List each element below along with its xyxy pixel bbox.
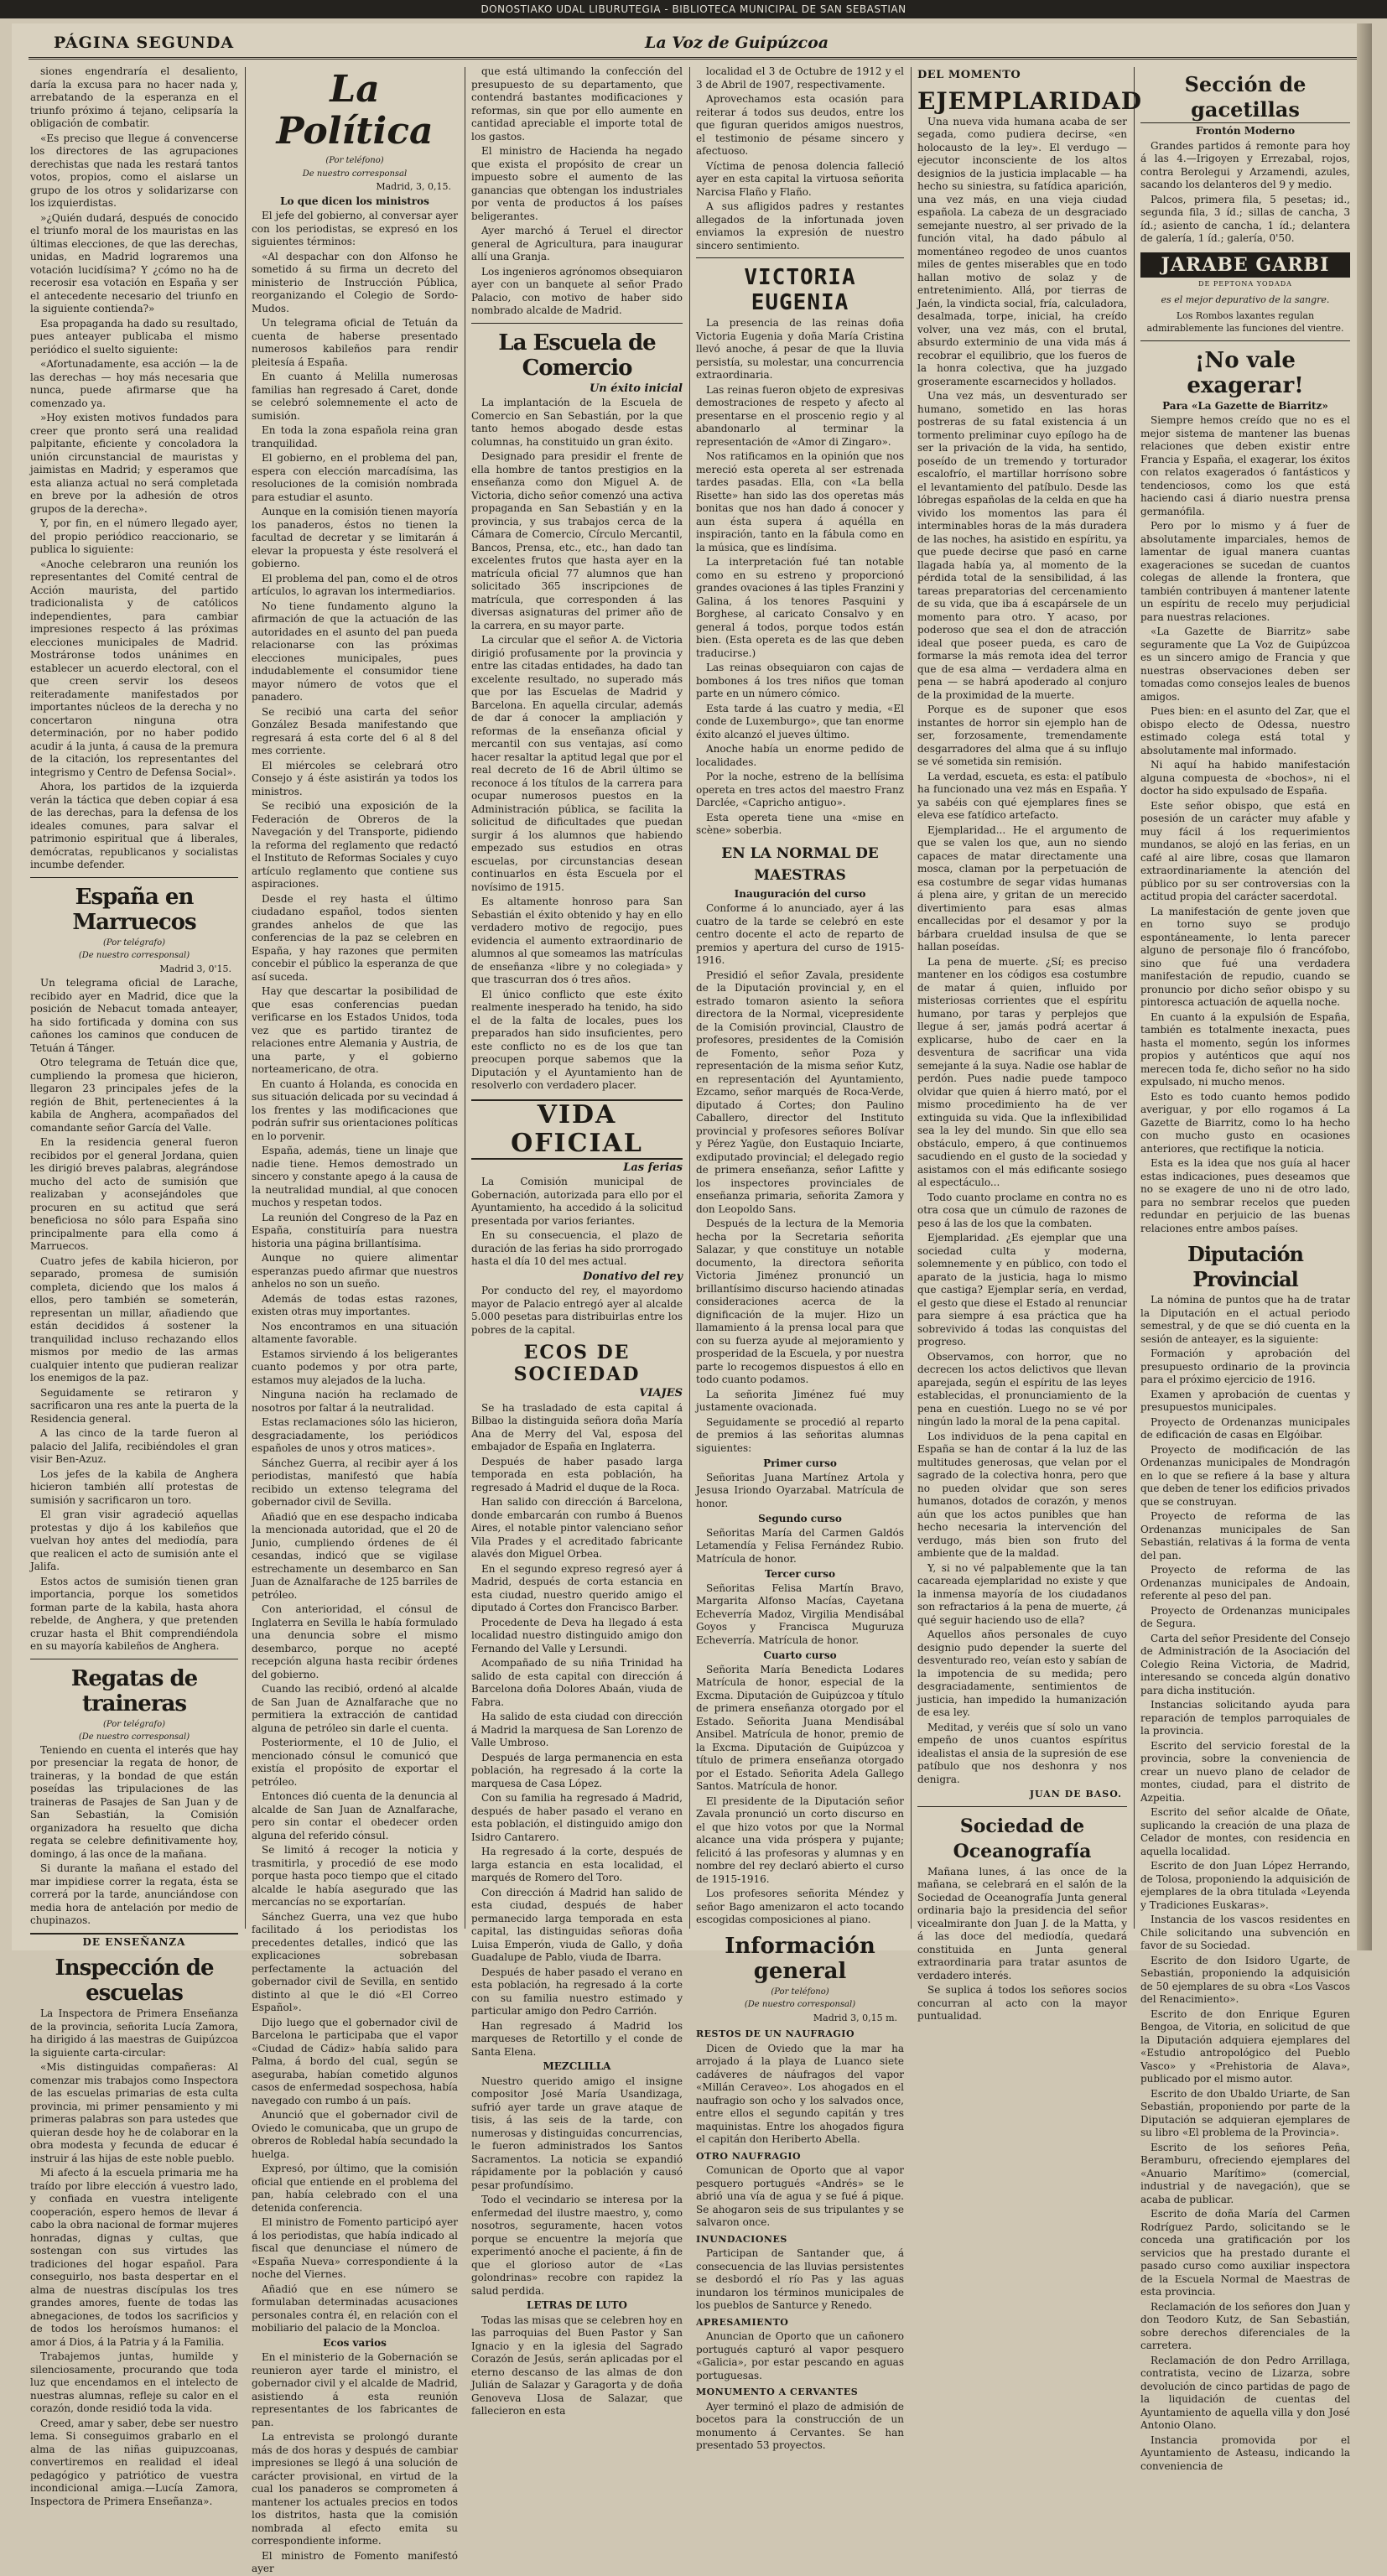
paragraph: Además de todas estas razones, existen otras muy importantes. bbox=[252, 1292, 458, 1317]
paragraph: La manifestación de gente joven que en torno suyo se produjo espontáneamente, lo lenta parecer alguno de personaje filo ó francófobo, sino que fué una verdadera manifestación de repudio, cuando se pronuncio por dicho señor obispo y su pintoresca actuación de aquella noche. bbox=[1140, 905, 1350, 1008]
paragraph: En toda la zona española reina gran tranquilidad. bbox=[252, 424, 458, 449]
paragraph: Escrito de doña María del Carmen Rodríguez Pardo, solicitando se le conceda una gratificación por los servicios que ha prestado durante el pasado curso como auxiliar inspectora de la Escuela Normal de Maestras de esta provincia. bbox=[1140, 2208, 1350, 2298]
paragraph: Escrito de don Enrique Eguren Bengoa, de Vitoria, en solicitud de que la Diputación adquiera ejemplares del «Estudio antropológico del Pueblo Vasco» y «Prehistoria de Alava», publicado por el mismo autor. bbox=[1140, 2007, 1350, 2085]
paragraph: Por conducto del rey, el mayordomo mayor de Palacio entregó ayer al alcalde 5.000 pesetas para distribuirlas entre los pobres de la capital. bbox=[471, 1285, 683, 1336]
headline-ecos-sociedad: ECOS DE SOCIEDAD bbox=[513, 1342, 641, 1385]
paragraph: A sus afligidos padres y restantes allegados de la infortunada joven enviamos la expresión de nuestro sincero sentimiento. bbox=[696, 200, 904, 252]
article-body-normal-closing bbox=[696, 1795, 904, 1927]
paragraph: Desde el rey hasta el último ciudadano español, todos sienten grandes anhelos de que las conferencias de la paz se celebren en España, y hay razones que permiten concebir el público la esperanza de que así suceda. bbox=[252, 892, 458, 983]
paragraph: La pena de muerte. ¿Sí; es preciso mantener en los códigos esa costumbre de matar á quien, influido por misteriosas corrientes que el espíritu humano, por taras y perplejos que llegue á ser, jamás podrá acertar á explicarse, hubo de caer en la desventura de sacrificar una vida semejante á la suya. Nadie ose hablar de perdón. Pues nadie puede tampoco olvidar que quien á hierro mató, por el mismo procedimiento ha de ver extinguida su vida. Que la inflexibilidad sea la ley del mundo. Sin que ello sea obstáculo, empero, á que continuemos sacudiendo en el gusto de la sociedad y asistamos con el más edificante sosiego al espectáculo... bbox=[917, 955, 1127, 1188]
paragraph: Proyecto de Ordenanzas municipales de edificación de casas en Elgóibar. bbox=[1140, 1415, 1350, 1441]
paragraph: El miércoles se celebrará otro Consejo y á éste asistirán ya todos los ministros. bbox=[252, 759, 458, 797]
subheadline-ecos-varios: Ecos varios bbox=[323, 2336, 387, 2349]
paragraph: Las reinas fueron objeto de expresivas demostraciones de respeto y afecto al presentarse en el proscenio regio y al abandonarlo al terminar la representación de «Amor di Zingaro». bbox=[696, 383, 904, 448]
paragraph: Después de haber pasado larga temporada en esta población, ha regresado á Madrid el duque de la Roca. bbox=[471, 1455, 683, 1493]
article-body-exagerar bbox=[1140, 414, 1350, 1235]
continued-article bbox=[696, 65, 904, 252]
paragraph: Después de larga permanencia en esta población, ha regresado á la corte la marquesa de Casa López. bbox=[471, 1751, 683, 1789]
paragraph: Estamos sirviendo á los beligerantes cuanto podemos y por otra parte, estamos muy alejados de la lucha. bbox=[252, 1348, 458, 1386]
article-body-normal bbox=[696, 902, 904, 1455]
item-text: Participan de Santander que, á consecuencia de las lluvias persistentes se desbordó el río Pas y las aguas inundaron los términos municipales de los pueblos de Santurce y Renedo. bbox=[696, 2247, 904, 2311]
paragraph: Una vez más, un desventurado ser humano, sometido en las horas postreras de su fatal existencia á un tormento preliminar cuyo epílogo ha de ser la privación de la vida, ha sentido, poseído de un tremendo y torturador escalofrío, el martillar horrísono sobre el levantamiento del patíbulo. Desde las lóbregas españolas de la celda en que ha vivido los momentos las para él interminables horas de la más duradera de las noches, ha asistido en espíritu, ya que puede decirse que pasó en carne llagada había ya, al momento de la pérdida total de la sensibilidad, á las tareas preparatorias del cercenamiento de su vida, que iba á escapársele de un momento para otro. Y acaso, por poderoso que sea el don de atracción ideal que poseer pueda, es caro de formarse la más remota idea del terror que de esa alma — verdadera alma en pena — se habrá apoderado al conjuro de la proximidad de la muerte. bbox=[917, 390, 1127, 701]
paragraph: Otro telegrama de Tetuán dice que, cumpliendo la promesa que hicieron, llegaron 23 principales jefes de la región de Bhit, pertenecientes á la kabila de Anghera, acompañados del comandante señor García del Valle. bbox=[30, 1057, 238, 1134]
paragraph: Todo el vecindario se interesa por la enfermedad del ilustre maestro, y, como nosotros, seguramente, hacen votos porque se encuentre la mejoría que experimentó anoche el paciente, á fin de que el glorioso autor de «Las golondrinas» recobre con rapidez la salud perdida. bbox=[471, 2194, 683, 2297]
dateline: Madrid 3, 0'15. bbox=[159, 963, 231, 974]
author-signature: JUAN DE BASO. bbox=[1029, 1789, 1122, 1800]
item-heading: Segundo curso bbox=[758, 1513, 842, 1524]
paragraph: Con dirección á Madrid han salido de esta ciudad, después de haber permanecido larga temporada en esta capital, las distinguidas señoras doña Luisa Emperón, viuda de Gallo, y doña Guadalupe de Pablo, viuda de Ibarra. bbox=[471, 1886, 683, 1963]
subheadline-ministros: Lo que dicen los ministros bbox=[280, 195, 429, 207]
paragraph: Esto es todo cuanto hemos podido averiguar, y por ello rogamos á La Gazette de Biarritz, como lo ha hecho con mucho gusto en ocasiones anteriores, que rectifique la noticia. bbox=[1140, 1090, 1350, 1155]
byline: (Por telégrafo) bbox=[102, 937, 166, 948]
page-header bbox=[29, 29, 1362, 60]
article-body-ejemplaridad bbox=[917, 116, 1127, 1787]
paragraph: Los individuos de la pena capital en España se han de contar á la luz de las multitudes generosas, que velan por el sagrado de la colectiva honra, pero que no pueden olvidar que son seres humanos, dotados de corazón, y menos aún que los actos punibles que han hecho necesaria la intervención del verdugo, más bien son fruto del ambiente que de la maldad. bbox=[917, 1430, 1127, 1559]
paragraph: La interpretación fué tan notable como en su estreno y proporcionó grandes ovaciones á las tiples Franzini y Galina, á los tenores Pasquini y Borghese, al caricato Consalvo y en general á todos, porque todos están bien. (Esta opereta es de las que deben traducirse.) bbox=[696, 556, 904, 659]
paragraph: Trabajemos juntas, humilde y silenciosamente, procurando que toda luz que encendamos en el intelecto de nuestras alumnas, refleje su calor en el corazón, donde residió toda la vida. bbox=[30, 2350, 238, 2414]
paragraph: El ministro de Hacienda ha negado que exista el propósito de crear un impuesto sobre el aumento de las ganancias que obtengan los industriales por venta de productos á los países beligerantes. bbox=[471, 145, 683, 222]
section-kicker-ensenanza: DE ENSEÑANZA bbox=[30, 1933, 238, 1950]
article-body-politica bbox=[252, 210, 458, 2335]
paragraph: Ninguna nación ha reclamado de nosotros por faltar á la neutralidad. bbox=[252, 1389, 458, 1414]
paragraph: Escrito del señor alcalde de Oñate, suplicando la creación de una plaza de Celador de montes, con residencia en aquella localidad. bbox=[1140, 1806, 1350, 1857]
paragraph: Una nueva vida humana acaba de ser segada, como pudiera decirse, «en holocausto de la ley». El verdugo — ejecutor inconsciente de los altos designios de la justicia implacable — ha hecho su siniestra, su fatídica aparición, una vez más, en una vieja ciudad española. La cabeza de un desgraciado semejante nuestro, al ser privado de la función vital, ha dado pábulo al momentáneo regodeo de unos cuantos miles de gentes miserables que en todo hallan motivo de solaz y de entretenimiento. Allá, por tierras de Jaén, la vindicta social, fría, calculadora, desalmada, torpe, inicial, ha creído volver, una vez más, con el brutal, absurdo exterminio de una vida más á recobrar el equilibrio, que los fueros de la honra colectiva, que ha juzgado groseramente escarnecidos y hollados. bbox=[917, 115, 1127, 387]
paragraph: Presidió el señor Zavala, presidente de la Diputación provincial y, en el estrado tomaron asiento la señora directora de la Normal, vicepresidente de la Comisión provincial, Claustro de profesores, presidentes de la Comisión de Fomento, señor Poza y representación de la misma señor Kutz, en representación del Ayuntamiento, Ezcamo, señor marqués de Roca-Verde, diputado á Cortes; don Paulino Caballero, director del Instituto provincial y profesores señores Bolívar y Pérez Yagüe, don Eustaquio Inciarte, exdiputado provincial; el delegado regio de primera enseñanza, señor Lafitte y los inspectores provinciales de enseñanza primaria, señorita Zamora y don Leopoldo Sans. bbox=[696, 969, 904, 1215]
article-body-ferias bbox=[471, 1176, 683, 1269]
paragraph: Este señor obispo, que está en posesión de un carácter muy afable y muy fácil á los requerimientos mundanos, se alojó en las ferias, en un café al aire libre, cosas que llamaron extraordinariamente la atención del público por su ser controversias con la actitud propia del carácter sacerdotal. bbox=[1140, 799, 1350, 902]
article-body-victoria bbox=[696, 317, 904, 838]
item-text: Señoritas Juana Martínez Artola y Jesusa Iriondo Oyarzabal. Matrícula de honor. bbox=[696, 1471, 904, 1509]
paragraph: España, además, tiene un linaje que nadie tiene. Hemos demostrado un sincero y constante apego á la causa de la neutralidad mundial, al que conocen muchos y respetan todos. bbox=[252, 1145, 458, 1208]
paragraph: Escrito de don Ubaldo Uriarte, de San Sebastián, proponiendo por parte de la Diputación se adquieran ejemplares de su libro «El problema de la Provincia». bbox=[1140, 2087, 1350, 2138]
paragraph: Ni aquí ha habido manifestación alguna compuesta de «bochos», ni el doctor ha sido expulsado de España. bbox=[1140, 759, 1350, 797]
paragraph: Si durante la mañana el estado del mar impidiese correr la regata, ésta se correrá por la tarde, anunciándose con media hora de antelación por medio de chupinazos. bbox=[30, 1862, 238, 1926]
paragraph: Los profesores señorita Méndez y señor Bago amenizaron el acto tocando escogidas composiciones al piano. bbox=[696, 1888, 904, 1925]
item-heading: Cuarto curso bbox=[763, 1649, 837, 1661]
paragraph: En el ministerio de la Gobernación se reunieron ayer tarde el ministro, el gobernador civil y el alcalde de Madrid, asistiendo á esta reunión representantes de los fabricantes de pan. bbox=[252, 2351, 458, 2428]
article-body-diputacion bbox=[1140, 1294, 1350, 2473]
item-heading: RESTOS DE UN NAUFRAGIO bbox=[696, 2028, 855, 2039]
paragraph: Escrito de los señores Peña, Beramburu, ofreciendo ejemplares del «Anuario Marítimo» (comercial, industrial y de navegación), que se acaba de publicar. bbox=[1140, 2141, 1350, 2205]
article-body-fronton bbox=[1140, 140, 1350, 246]
paragraph: que está ultimando la confección del presupuesto de su departamento, que contendrá bastantes modificaciones y reformas, sin que por ello aumente en cantidad apreciable el importe total de los gastos. bbox=[471, 65, 683, 143]
byline-correspondent: (De nuestro corresponsal) bbox=[78, 951, 190, 960]
headline-victoria-eugenia: VICTORIA EUGENIA bbox=[744, 265, 856, 315]
divider bbox=[30, 877, 238, 878]
subheadline-exito: Un éxito inicial bbox=[589, 382, 683, 395]
paragraph: Después de haber pasado el verano en esta población, ha regresado á la corte con su familia nuestro estimado y particular amigo don Pedro Carrión. bbox=[471, 1966, 683, 2017]
subheadline-viajes: VIAJES bbox=[639, 1387, 683, 1400]
paragraph: Añadió que en ese despacho indicaba la mencionada autoridad, que el 20 de Junio, cumpliendo órdenes de él cesandas, indicó que se vigilase estrechamente un desembarco en San Juan de Aznalfarache de 125 barriles de petróleo. bbox=[252, 1510, 458, 1601]
paragraph: Palcos, primera fila, 5 pesetas; id., segunda fila, 3 íd.; sillas de cancha, 3 íd.; asiento de cancha, 1 íd.; delantera de galería, 1 íd.; galería, 0'50. bbox=[1140, 193, 1350, 244]
paragraph: Proyecto de reforma de las Ordenanzas municipales de Andoain, referente al peso del pan. bbox=[1140, 1564, 1350, 1602]
paragraph: Seguidamente se procedió al reparto de premios á las señoritas alumnas siguientes: bbox=[696, 1415, 904, 1454]
paragraph: Un telegrama oficial de Tetuán da cuenta de haberse presentado numerosos kabileños para rendir pleitesía á España. bbox=[252, 317, 458, 368]
paragraph: Estos actos de sumisión tienen gran importancia, porque los sometidos forman parte de la kabila, hasta ahora rebelde, de Anghera, y que pretenden cruzar hasta el Bhit comprendiéndola en su mayoría kabileños de Anghera. bbox=[30, 1575, 238, 1652]
paragraph: El problema del pan, como el de otros artículos, lo agravan los intermediarios. bbox=[252, 572, 458, 597]
headline-ejemplaridad: EJEMPLARIDAD bbox=[917, 86, 1143, 115]
paragraph: La reunión del Congreso de la Paz en España, constituiría para nuestra historia una página brillantísima. bbox=[252, 1211, 458, 1249]
news-items bbox=[696, 2028, 904, 2453]
paragraph: Ahora, los partidos de la izquierda verán la táctica que deben copiar á esa de las derechas, para la defensa de los ideales comunes, para salvar el patrimonio espiritual que á liberales, demócratas, republicanos y socialistas incumbe defender. bbox=[30, 781, 238, 870]
paragraph: Un telegrama oficial de Larache, recibido ayer en Madrid, dice que la posición de Nebacut tomada anteayer, ha sido fortificada y domina con sus cañones los caminos que conducen de Tetuán á Tánger. bbox=[30, 977, 238, 1054]
paragraph: Pero por lo mismo y á fuer de absolutamente imparciales, hemos de lamentar de igual manera cuantas exageraciones se sucedan de cuantos colegas de allende la frontera, que también contribuyen á mantener latente un espíritu de recelo muy perjudicial para nuestras relaciones. bbox=[1140, 520, 1350, 623]
paragraph: Escrito del servicio forestal de la provincia, sobre la conveniencia de crear un nuevo plano de celador de montes, ciudad, para el distrito de Azpeitia. bbox=[1140, 1739, 1350, 1804]
article-body-luto bbox=[471, 2314, 683, 2418]
paragraph: Porque es de suponer que esos instantes de horror sin ejemplo han de ser, forzosamente, tremendamente desgarradores del alma que á su influjo se vé sometida sin remisión. bbox=[917, 704, 1127, 767]
subheadline-gazette: Para «La Gazette de Biarritz» bbox=[1162, 399, 1328, 412]
column-rule bbox=[245, 67, 246, 1929]
paragraph: Las reinas obsequiaron con cajas de bombones á los tres niños que toman parte en un número cómico. bbox=[696, 662, 904, 699]
article-body-regatas bbox=[30, 1744, 238, 1928]
item-text: Señoritas María del Carmen Galdós Letamendía y Felisa Fernández Rubio. Matrícula de honor. bbox=[696, 1526, 904, 1565]
item-text: Dicen de Oviedo que la mar ha arrojado á la playa de Luanco siete cadáveres de náufragos del vapor «Millán Ceraveo». Los ahogados en el naufragio son ocho y los salvados once, entre ellos el segundo capitán y tres maquinistas. Entre los ahogados figura el capitán don Heriberto Abella. bbox=[696, 2042, 904, 2145]
paragraph: El único conflicto que este éxito realmente inesperado ha tenido, ha sido el de la falta de locales, pues los preparados han sido insuficientes, pero este conflicto no es de los que tan preocupen porque sabemos que la Diputación y el Ayuntamiento han de resolverlo con verdadero placer. bbox=[471, 988, 683, 1091]
paragraph: Estas reclamaciones sólo las hicieron, desgraciadamente, los periódicos españoles de unos y otros matices». bbox=[252, 1416, 458, 1454]
paragraph: Anoche había un enorme pedido de localidades. bbox=[696, 743, 904, 768]
paragraph: Proyecto de modificación de las Ordenanzas municipales de Mondragón en lo que se refiere á la base y altura que deben de tener los edificios privados que se construyan. bbox=[1140, 1443, 1351, 1508]
paragraph: Se ha trasladado de esta capital á Bilbao la distinguida señora doña María Ana de Merry del Val, esposa del embajador de España en Inglaterra. bbox=[471, 1401, 683, 1452]
paragraph: Y, si no vé palpablemente que la tan cacareada ejemplaridad no existe y que la inmensa mayoría de los ciudadanos son refractarios á la pena de muerte, ¿á qué seguir haciendo uso de ella? bbox=[917, 1561, 1127, 1626]
paragraph: «Al despachar con don Alfonso he sometido á su firma un decreto del ministerio de Instrucción Pública, reorganizando el Colegio de Sordo-Mudos. bbox=[252, 250, 458, 314]
page-label: PÁGINA SEGUNDA bbox=[54, 34, 235, 52]
paragraph: Aunque en la comisión tienen mayoría los panaderos, éstos no tienen la facultad de decretar y se limitarán á elevar la propuesta y éste resolverá el gobierno. bbox=[252, 506, 458, 569]
paragraph: Sánchez Guerra, una vez que hubo facilitado á los periodistas los precedentes detalles, indicó que las explicaciones sobrebasan perfectamente la actuación del gobernador civil de Sevilla, en sentido distinto al que le dió «El Correo Español». bbox=[252, 1910, 458, 2013]
section-kicker-momento: DEL MOMENTO bbox=[917, 69, 1021, 81]
paragraph: Ha salido de esta ciudad con dirección á Madrid la marquesa de San Lorenzo de Valle Umbroso. bbox=[471, 1711, 683, 1748]
paragraph: La presencia de las reinas doña Victoria Eugenia y doña María Cristina llevó anoche, á pesar de que la lluvia persistía, su molestar, una concurrencia extraordinaria. bbox=[696, 317, 904, 381]
paragraph: Todas las misas que se celebren hoy en las parroquias del Buen Pastor y San Ignacio y en la iglesia del Sagrado Corazón de Jesús, serán aplicadas por el eterno descanso de las almas de don Julián de Salazar y Garagorta y de doña Genoveva Llosa de Salazar, que fallecieron en esta bbox=[471, 2314, 683, 2417]
ad-subtitle: DE PEPTONA YODADA bbox=[1198, 279, 1292, 288]
paragraph: Procedente de Deva ha llegado á esta localidad nuestro distinguido amigo don Fernando del Valle y Lersundi. bbox=[471, 1616, 683, 1654]
paragraph: La verdad, escueta, es esta: el patíbulo ha funcionado una vez más en España. Y ya sabéis con qué ejemplares fines se eleva ese fatídico artefacto. bbox=[917, 770, 1128, 821]
prize-list bbox=[696, 1457, 904, 1794]
paragraph: Meditad, y veréis que sí solo un vano empeño de unos cuantos espíritus idealistas el ansia de la supresión de ese patíbulo que nos deshonra y nos denigra. bbox=[917, 1721, 1127, 1785]
paragraph: Nuestro querido amigo el insigne compositor José María Usandizaga, sufrió ayer tarde un grave ataque de tisis, á las seis de la tarde, con numerosas y distinguidas concurrencias, le fueron administrados los Santos Sacramentos. La noticia se expandió rápidamente por la población y causó pesar profundísimo. bbox=[471, 2075, 683, 2191]
paragraph: Seguidamente se retiraron y sacrificaron una res ante la puerta de la Residencia general. bbox=[30, 1386, 238, 1425]
paragraph: Cuatro jefes de kabila hicieron, por separado, promesa de sumisión completa, diciendo que los malos á ellos, pero también se someterán, representan un millar, añadiendo que están decididos á sostener la tranquilidad incluso rechazando ellos mismos por medio de las armas cualquier intento que pudieran realizar los enemigos de la paz. bbox=[30, 1254, 238, 1384]
headline-no-vale-exagerar: ¡No vale exagerar! bbox=[1187, 347, 1304, 398]
paragraph: Los ingenieros agrónomos obsequiaron ayer con un banquete al señor Prado Palacio, con motivo de haber sido nombrado alcalde de Madrid. bbox=[471, 265, 683, 316]
item-text: Anuncian de Oporto que un cañonero portugués capturó al vapor pesquero «Galicia», por estar pescando en aguas portuguesas. bbox=[696, 2330, 904, 2381]
article-body-ecos-varios bbox=[252, 2351, 458, 2576]
paragraph: Añadió que en ese número se formulaban determinadas acusaciones personales contra él, en relación con el mobiliario del palacio de la Moncloa. bbox=[252, 2283, 458, 2334]
article-body-marruecos bbox=[30, 977, 238, 1654]
column-1 bbox=[30, 65, 238, 2507]
subheadline-fronton: Frontón Moderno bbox=[1195, 125, 1296, 137]
paragraph: En la residencia general fueron recibidos por el general Jordana, quien les dirigió breves palabras, alegrándose mucho del acto de sumisión que realizaban y aconsejándoles que procuren en su actitud que será beneficiosa no sólo para España sino principalmente para ella como á Marruecos. bbox=[30, 1136, 238, 1252]
subheadline-donativo: Donativo del rey bbox=[582, 1270, 683, 1283]
paragraph: Han regresado á Madrid los marqueses de Retortillo y el conde de Santa Elena. bbox=[471, 2019, 683, 2058]
paragraph: »¿Quién dudará, después de conocido el triunfo moral de los mauristas en las últimas elecciones, de que las derechas, unidas, en Madrid lograremos una votación lucidísima? Y ¿cómo no ha de recerosir esa votación en España y ser el antecedente necesario del triunfo en la siguiente contienda?» bbox=[30, 211, 238, 314]
page-edge-shadow bbox=[1357, 23, 1372, 1950]
article-body-oceanografia bbox=[917, 1866, 1127, 2023]
subheadline-inauguracion: Inauguración del curso bbox=[734, 887, 866, 900]
paragraph: Mi afecto á la escuela primaria me ha traído por libre elección á vuestro lado, y confiada en vuestra inteligente cooperación, espero hemos de llevar á cabo la obra nacional de formar mujeres honradas, dignas y cultas, que sostengan con sus virtudes las tradiciones del hogar español. Para conseguirlo, nos basta despertar en el alma de nuestras discípulas los tres grandes amores, fuente de todas las abnegaciones, de todos los sacrificios y de todos los heroísmos humanos: el amor á Dios, á la Patria y á la Familia. bbox=[30, 2167, 238, 2348]
paragraph: Anunció que el gobernador civil de Oviedo le comunicaba, que un grupo de obreros de Robledal había secundado la huelga. bbox=[252, 2109, 458, 2160]
paragraph: siones engendraría el desaliento, daría la excusa para no hacer nada y, arrebatando de la esperanza en el triunfo próximo á tejano, celipsaría la obligación de combatir. bbox=[30, 65, 238, 129]
paragraph: El ministro de Fomento participó ayer á los periodistas, que había indicado al fiscal que denunciase el número de «España Nueva» correspondiente á la noche del Viernes. bbox=[252, 2216, 458, 2280]
paragraph: No tiene fundamento alguno la afirmación de que la actuación de las autoridades en el asunto del pan pueda relacionarse con las próximas elecciones municipales, pues indudablemente el consumidor tiene mayor número de votos que el panadero. bbox=[252, 600, 458, 703]
paragraph: Formación y aprobación del presupuesto ordinario de la provincia para el próximo ejercicio de 1916. bbox=[1140, 1348, 1350, 1385]
paragraph: Instancias solicitando ayuda para reparación de templos parroquiales de la provincia. bbox=[1140, 1699, 1350, 1737]
item-heading: INUNDACIONES bbox=[696, 2233, 787, 2245]
paragraph: Esa propaganda ha dado su resultado, pues anteayer publicaba el mismo periódico el suelto siguiente: bbox=[30, 317, 238, 356]
paragraph: Posteriormente, el 10 de Julio, el mencionado cónsul le comunicó que existía el propósito de exportar el petróleo. bbox=[252, 1737, 458, 1788]
ad-rombos: Los Rombos laxantes regulan admirablemente las funciones del vientre. bbox=[1146, 309, 1344, 334]
paragraph: Los jefes de la kabila de Anghera hicieron también allí protestas de sumisión y sacrificaron un toro. bbox=[30, 1467, 238, 1506]
item-heading: MONUMENTO A CERVANTES bbox=[696, 2386, 859, 2397]
item-text: Señorita María Benedicta Lodares Matrícula de honor, especial de la Excma. Diputación de Guipúzcoa y título de primera enseñanza otorgado por el Estado. Señorita Juana Mendisábal Ansibel. Matrícula de honor, premio de la Excma. Diputación de Guipúzcoa y título de primera enseñanza otorgado por el Estado. Señorita Adela Gallego Santos. Matrícula de honor. bbox=[696, 1663, 904, 1792]
byline-correspondent: (De nuestro corresponsal) bbox=[78, 1732, 190, 1742]
column-5 bbox=[917, 65, 1143, 2022]
paragraph: La nómina de puntos que ha de tratar la Diputación en el actual periodo semestral, y de que se dió cuenta en la sesión de anteayer, es la siguiente: bbox=[1140, 1294, 1350, 1345]
paragraph: Grandes partidos á remonte para hoy á las 4.—Irigoyen y Errezabal, rojos, contra Berolegui y Arzamendi, azules, sacando los delanteros del 9 y medio. bbox=[1140, 139, 1350, 190]
article-body-comercio bbox=[471, 397, 683, 1093]
paragraph: Por la noche, estreno de la bellísima opereta en tres actos del maestro Franz Darclée, «Capricho antiguo». bbox=[696, 771, 904, 808]
article-body-mezclilla bbox=[471, 2075, 683, 2298]
paragraph: El ministro de Fomento manifestó ayer bbox=[252, 2549, 458, 2574]
headline-gacetillas: Sección de gacetillas bbox=[1140, 72, 1350, 123]
paragraph: En cuanto á la expulsión de España, también es totalmente inexacta, pues hasta el momento, según los informes propios y auténticos que aquí nos merecen toda fe, dicho señor no ha sido expulsado, ni mucho menos. bbox=[1140, 1010, 1350, 1088]
paragraph: Han salido con dirección á Barcelona, donde embarcarán con rumbo á Buenos Aires, el notable pintor valenciano señor Vila Prades y el acreditado fabricante alavés don Miguel Orbea. bbox=[471, 1496, 683, 1560]
article-body-escuelas bbox=[30, 2007, 238, 2508]
headline-marruecos: España en Marruecos bbox=[72, 884, 196, 935]
paragraph: Y, por fin, en el número llegado ayer, del propio periódico reaccionario, se publica lo siguiente: bbox=[30, 517, 238, 555]
paragraph: «Anoche celebraron una reunión los representantes del Comité central de Acción maurista, del partido tradicionalista y de católicos independientes, para cambiar impresiones respecto á las próximas elecciones municipales de Madrid. Mostráronse todos unánimes en establecer un acuerdo electoral, con el que creen servir los deseos reiteradamente manifestados por importantes núcleos de la derecha y no concertaron ninguna otra determinación, por no haber podido acudir á la junta, á causa de la premura de la citación, los representantes del integrismo y Centro de Defensa Social». bbox=[30, 558, 238, 778]
paragraph: Aprovechamos esta ocasión para reiterar á todos sus deudos, entre los que figuran queridos amigos nuestros, el testimonio de pésame sincero y afectuoso. bbox=[696, 93, 904, 157]
paragraph: Con anterioridad, el cónsul de Inglaterra en Sevilla le había formulado una denuncia sobre el mismo desembarco, porque no acepté recepción alguna hasta recibir órdenes del gobierno. bbox=[252, 1603, 458, 1680]
paragraph: En su consecuencia, el plazo de duración de las ferias ha sido prorrogado hasta el día 10 del mes actual. bbox=[471, 1229, 683, 1267]
paragraph: Ayer marchó á Teruel el director general de Agricultura, para inaugurar allí una Granja. bbox=[471, 225, 683, 262]
column-rule bbox=[1134, 67, 1135, 1929]
paragraph: »Hoy existen motivos fundados para creer que pronto será una realidad palpitante, eficiente y concoladora la unión circunstancial de mauristas y jaimistas en Madrid; y esperamos que esta alianza actual no será completada en breve por la adhesión de otros grupos de la derecha». bbox=[30, 412, 238, 515]
paragraph: Se limitó á recoger la noticia y trasmitirla, y procedió de ese modo porque hasta poco tiempo que el citado alcalde le había asegurado que las mercancías no se exportarían. bbox=[252, 1844, 458, 1908]
paragraph: Escrito de don Juan López Herrando, de Tolosa, proponiendo la adquisición de ejemplares de la obra titulada «Leyenda y Tradiciones Euskaras». bbox=[1140, 1860, 1350, 1911]
paragraph: La entrevista se prolongó durante más de dos horas y después de cambiar impresiones se llegó á una solución de carácter provisional, en virtud de la cual los panaderos se comprometen á mantener los actuales precios en todos los distritos, hasta que la comisión nombrada al efecto emita su correspondiente informe. bbox=[252, 2431, 458, 2547]
headline-oceanografia: Sociedad de Oceanografía bbox=[953, 1815, 1092, 1862]
paragraph: Ha regresado á la corte, después de larga estancia en esta localidad, el marqués de Romero del Toro. bbox=[471, 1846, 683, 1883]
headline-vida-oficial: VIDA OFICIAL bbox=[471, 1099, 683, 1160]
column-6 bbox=[1140, 65, 1351, 2472]
continued-article bbox=[471, 65, 683, 318]
paragraph: Designado para presidir el frente de ella hombre de tantos prestigios en la enseñanza como don Miguel A. de Victoria, dicho señor comenzó una activa propaganda en San Sebastián y en la provincia, y sus trabajos cerca de la Cámara de Comercio, Círculo Mercantil, Bancos, Prensa, etc., etc., han dado tan excelentes frutos que hasta ayer en la matrícula oficial 77 alumnos que han solicitado 365 inscripciones de matrícula, que corresponden á las diversas asignaturas del primer año de la carrera, en su mayor parte. bbox=[471, 450, 683, 631]
paragraph: Aunque no quiere alimentar esperanzas puedo afirmar que nuestros anhelos no son un sueño. bbox=[252, 1252, 458, 1290]
item-heading: Tercer curso bbox=[764, 1568, 836, 1580]
paragraph: La circular que el señor A. de Victoria dirigió profusamente por la provincia y entre las citadas entidades, ha dado tan excelente resultado, no superado más que por las Escuelas de Madrid y Barcelona. En aquella circular, además de dar á conocer la ampliación y reformas de la enseñanza oficial y mercantil con sus ventajas, así como hacer resaltar la aptitud legal que por el real decreto de 16 de Abril último se reconoce á los títulos de la carrera para ocupar numerosos puestos en la Administración pública, se facilita la solicitud de dificultades que puedan surgir á los alumnos que habiendo empezado sus estudios en otras escuelas, por circunstancias desean continuarlos en ésta Escuela por el novísimo de 1915. bbox=[471, 634, 683, 893]
paragraph: La Inspectora de Primera Enseñanza de la provincia, señorita Lucía Zamora, ha dirigido á las maestras de Guipúzcoa la siguiente carta-circular: bbox=[30, 2007, 238, 2059]
paragraph: Reclamación de los señores don Juan y don Teodoro Kutz, de San Sebastián, sobre derechos diferenciales de la carretera. bbox=[1140, 2300, 1350, 2351]
paragraph: Pues bien: en el asunto del Zar, que el obispo electo de Odessa, nuestro estimado colega está total y absolutamente mal informado. bbox=[1140, 705, 1350, 756]
item-heading: OTRO NAUFRAGIO bbox=[696, 2150, 802, 2162]
paragraph: En cuanto á Holanda, es conocida en sus situación delicada por su vecindad á los frentes y las modificaciones que podrán sufrir sus orientaciones políticas en lo porvenir. bbox=[252, 1078, 458, 1142]
byline: (Por telégrafo) bbox=[102, 1719, 166, 1729]
paragraph: Proyecto de reforma de las Ordenanzas municipales de San Sebastián, relativas á la forma de venta del pan. bbox=[1140, 1510, 1350, 1561]
dateline: Madrid, 3, 0,15. bbox=[376, 181, 451, 192]
column-rule bbox=[911, 67, 912, 1929]
divider bbox=[471, 323, 683, 324]
intro-article bbox=[30, 65, 238, 872]
article-body-donativo bbox=[471, 1285, 683, 1337]
paragraph: Es altamente honroso para San Sebastián el éxito obtenido y hay en ello verdadero motivo de regocijo, pues evidencia el aumento extraordinario de alumnos al que someamos las matrículas de enseñanza «libre y no colegiada» y que trascurran dos ó tres años. bbox=[471, 896, 683, 985]
paragraph: Proyecto de Ordenanzas municipales de Segura. bbox=[1140, 1604, 1350, 1629]
subheadline-ferias: Las ferias bbox=[623, 1161, 683, 1174]
dateline: Madrid 3, 0,15 m. bbox=[813, 2012, 897, 2023]
byline-correspondent: De nuestro corresponsal bbox=[302, 169, 408, 179]
headline-normal-maestras: EN LA NORMAL DE MAESTRAS bbox=[721, 844, 879, 884]
paragraph: Acompañado de su niña Trinidad ha salido de esta capital con dirección á Barcelona doña Dolores Abaán, viuda de Fabra. bbox=[471, 1657, 683, 1708]
headline-informacion-general: Información general bbox=[725, 1933, 875, 1984]
paragraph: Se recibió una exposición de la Federación de Obreros de la Navegación y del Transporte, pidiendo la reforma del reglamento que redactó el Instituto de Reformas Sociales y cuyo artículo reglamento que contiene sus aspiraciones. bbox=[252, 800, 458, 890]
paragraph: Expresó, por último, que la comisión oficial que entiende en el problema del pan, había celebrado con el una detenida conferencia. bbox=[252, 2163, 458, 2214]
paragraph: Entonces dió cuenta de la denuncia al alcalde de San Juan de Aznalfarache, pero sin contar el obedecer orden alguna del referido cónsul. bbox=[252, 1790, 458, 1841]
paragraph: «La Gazette de Biarritz» sabe seguramente que La Voz de Guipúzcoa es un sincero amigo de Francia y que nuestras observaciones deben ser tomadas como consejos leales de buenos amigos. bbox=[1140, 626, 1350, 703]
item-heading: Primer curso bbox=[763, 1457, 837, 1469]
paragraph: Todo cuanto proclame en contra no es otra cosa que un cúmulo de razones de peso á las de los que la combaten. bbox=[917, 1191, 1127, 1229]
item-text: Ayer terminó el plazo de admisión de bocetos para la construcción de un monumento á Cervantes. Se han presentado 53 proyectos. bbox=[696, 2400, 904, 2451]
column-2 bbox=[252, 65, 458, 2574]
paragraph: Víctima de penosa dolencia falleció ayer en esta capital la virtuosa señorita Narcisa Flaño y Flaño. bbox=[696, 159, 904, 198]
paragraph: Examen y aprobación de cuentas y presupuestos municipales. bbox=[1140, 1388, 1350, 1413]
item-text: Comunican de Oporto que al vapor pesquero portugués «Andrés» se le abrió una vía de agua y se fué á pique. Se ahogaron seis de sus tripulantes y se salvaron once. bbox=[696, 2164, 904, 2228]
paragraph: Instancia de los vascos residentes en Chile solicitando una subvención en favor de su Sociedad. bbox=[1140, 1914, 1350, 1951]
paragraph: En el segundo expreso regresó ayer á Madrid, después de corta estancia en esta ciudad, nuestro querido amigo el diputado á Cortes don Francisco Barber. bbox=[471, 1562, 683, 1613]
headline-regatas: Regatas de traineras bbox=[70, 1665, 198, 1716]
paragraph: Sánchez Guerra, al recibir ayer á los periodistas, manifestó que había recibido un extenso telegrama del gobernador civil de Sevilla. bbox=[252, 1457, 458, 1508]
paragraph: La implantación de la Escuela de Comercio en San Sebastián, por la que tanto hemos abogado desde estas columnas, ha constituido un gran éxito. bbox=[471, 397, 683, 448]
paragraph: Esta opereta tiene una «mise en scène» soberbia. bbox=[696, 811, 904, 836]
paragraph: Después de la lectura de la Memoria hecha por la Secretaria señorita Salazar, y que constituye un notable documento, la directora señorita Victoria Jiménez pronunció un brillantísimo discurso haciendo atinadas consideraciones acerca de la dignificación de la mujer. Hizo un llamamiento á la prensa local para que con su fuerza ayude al mejoramiento y prosperidad de la Escuela, y por nuestra parte lo recogemos dispuestos á ello en todo cuanto podamos. bbox=[696, 1218, 904, 1385]
paragraph: Escrito de don Isidoro Ugarte, de Sebastián, proponiendo la adquisición de 50 ejemplares de su obra «Los Vascos del Renacimiento». bbox=[1140, 1954, 1350, 2005]
paragraph: Reclamación de don Pedro Arrillaga, contratista, vecino de Lizarza, sobre devolución de cinco partidas de pago de la liquidación de cuentas del Ayuntamiento de aquella villa y don José Antonio Olano. bbox=[1140, 2354, 1350, 2431]
item-text: Señoritas Felisa Martín Bravo, Margarita Alfonso Macías, Cayetana Echeverría Madoz, Virgilia Mendisábal Goyos y Francisca Muguruza Echeverría. Matrícula de honor. bbox=[696, 1581, 904, 1646]
divider bbox=[1140, 340, 1350, 341]
divider bbox=[917, 1806, 1127, 1807]
paragraph: Con su familia ha regresado á Madrid, después de haber pasado el verano en esta población, el distinguido amigo don Isidro Cantarero. bbox=[471, 1792, 683, 1843]
paragraph: A las cinco de la tarde fueron al palacio del Jalifa, recibiéndoles el gran visir Ben-Azuz. bbox=[30, 1427, 238, 1465]
headline-escuela-comercio: La Escuela de Comercio bbox=[498, 330, 656, 381]
paragraph: La señorita Jiménez fué muy justamente ovacionada. bbox=[696, 1388, 904, 1413]
column-4 bbox=[696, 65, 904, 2451]
column-3 bbox=[471, 65, 683, 2417]
item-heading: APRESAMIENTO bbox=[696, 2316, 789, 2328]
paragraph: Creed, amar y saber, debe ser nuestro lema. Si conseguimos grabarlo en el alma de las niñas guipuzcoanas, convertiremos en realidad el ideal pedagógico y patriótico de vuestra incondicional amiga.—Lucía Zamora, Inspectora de Primera Enseñanza». bbox=[30, 2417, 238, 2507]
paragraph: La Comisión municipal de Gobernación, autorizada para ello por el Ayuntamiento, ha accedido á la solicitud presentada por varios feriantes. bbox=[471, 1176, 683, 1227]
paragraph: «Es preciso que llegue á convencerse los directores de las agrupaciones derechistas que nada les restará tantos votos, propios, como el aislarse un grupo de los otros y solidarizarse con los izquierdistas. bbox=[30, 132, 238, 209]
column-rule bbox=[689, 67, 690, 1929]
paragraph: El gobierno, en el problema del pan, espera con elección marcadísima, las resoluciones de la comisión nombrada para estudiar el asunto. bbox=[252, 452, 458, 503]
paragraph: localidad el 3 de Octubre de 1912 y el 3 de Abril de 1907, respectivamente. bbox=[696, 65, 904, 91]
archive-watermark: DONOSTIAKO UDAL LIBURUTEGIA - BIBLIOTECA MUNICIPAL DE SAN SEBASTIAN bbox=[0, 0, 1387, 18]
masthead: La Voz de Guipúzcoa bbox=[645, 34, 829, 52]
ad-jarabe-garbi: JARABE GARBI bbox=[1140, 252, 1350, 278]
ad-tagline: es el mejor depurativo de la sangre. bbox=[1161, 294, 1330, 305]
headline-escuelas: Inspección de escuelas bbox=[55, 1955, 214, 2006]
paragraph: Ejemplaridad... He el argumento de que se valen los que, aun no siendo capaces de matar directamente una mosca, claman por la perpetuación de esa costumbre de segar vidas humanas á plena aire, y gritan de un merecido divertimiento para esas almas encallecidas por el desamor y por la bárbara crueldad insulsa de que se hallan poseídas. bbox=[917, 823, 1127, 953]
paragraph: El jefe del gobierno, al conversar ayer con los periodistas, se expresó en los siguientes términos: bbox=[252, 210, 458, 247]
paragraph: Se suplica á todos los señores socios concurran al acto con la mayor puntualidad. bbox=[917, 1984, 1127, 2022]
paragraph: Teniendo en cuenta el interés que hay por presenciar la regata de honor, de traineras, y la bondad de que están poseídas las tripulaciones de las traineras de Pasajes de San Juan y de San Sebastián, la Comisión organizadora ha resuelto que dicha regata se celebre definitivamente hoy, domingo, á las once de la mañana. bbox=[30, 1743, 238, 1860]
paragraph: Siempre hemos creído que no es el mejor sistema de mantener las buenas relaciones que deben existir entre Francia y España, el exagerar, los éxitos con relatos exagerados ó fantásticos y tendenciosos, como los que está haciendo casi á diario nuestra prensa germanófila. bbox=[1140, 414, 1350, 517]
headline-letras-luto: LETRAS DE LUTO bbox=[527, 2299, 627, 2311]
byline: (Por teléfono) bbox=[325, 156, 384, 165]
paragraph: Instancia promovida por el Ayuntamiento de Asteasu, indicando la conveniencia de bbox=[1140, 2433, 1350, 2472]
paragraph: Hay que descartar la posibilidad de que esas conferencias puedan verificarse en los Estados Unidos, toda vez que es partido tirantez de relaciones entre Alemania y Austria, de una parte, y el gobierno norteamericano, de otra. bbox=[252, 985, 458, 1075]
paragraph: Mañana lunes, á las once de la mañana, se celebrará en el salón de la Sociedad de Oceanografía Junta general ordinaria bajo la presidencia del señor vicealmirante don Juan J. de la Matta, y á las doce del mediodía, quedará constituida en Junta general extraordinaria para tratar asuntos de verdadero interés. bbox=[917, 1865, 1127, 1981]
headline-mezclilla: MEZCLILLA bbox=[543, 2060, 611, 2072]
headline-politica: La Política bbox=[276, 68, 434, 153]
headline-diputacion: Diputación Provincial bbox=[1187, 1242, 1303, 1291]
paragraph: En cuanto á Melilla numerosas familias han regresado á Caret, donde se celebró solemnemente el acto de sumisión. bbox=[252, 371, 458, 422]
paragraph: Observamos, con horror, que no decrecen los actos delictivos que llevan aparejada, según el espíritu de las leyes establecidas, el pronunciamiento de la pena en cuestión. Luego no se vé por ningún lado la moral de la pena capital. bbox=[917, 1350, 1127, 1427]
divider bbox=[696, 257, 904, 258]
newspaper-page bbox=[12, 23, 1372, 2574]
paragraph: Conforme á lo anunciado, ayer á las cuatro de la tarde se celebró en este centro docente el acto de reparto de premios y apertura del curso de 1915-1916. bbox=[696, 902, 904, 966]
paragraph: Aquellos años personales de cuyo designio pudo depender la suerte del desventurado reo, veían esto y sabían de la impotencia de su medida; pero desgraciadamente, sentimientos de justicia, han impedido la humanización de esa ley. bbox=[917, 1628, 1127, 1718]
paragraph: El gran visir agradeció aquellas protestas y dijo á los kabileños que vuelvan hoy antes del mediodía, para que realicen el acto de sumisión ante el Jalifa. bbox=[30, 1509, 238, 1572]
paragraph: Nos encontramos en una situación altamente favorable. bbox=[252, 1320, 458, 1345]
paragraph: «Afortunadamente, esa acción — la de las derechas — hoy más necesaria que nunca, puede afirmarse que ha comenzado ya. bbox=[30, 358, 238, 409]
paragraph: Esta es la idea que nos guía al hacer estas indicaciones, pues deseamos que no se exagere de uno ni de otro lado, para no sembrar recelos que pueden redundar en perjuicio de las buenas relaciones entre ambos países. bbox=[1140, 1157, 1350, 1234]
paragraph: Esta tarde á las cuatro y media, «El conde de Luxemburgo», que tan enorme éxito alcanzó el jueves último. bbox=[696, 702, 904, 740]
byline-correspondent: (De nuestro corresponsal) bbox=[744, 2000, 856, 2009]
paragraph: «Mis distinguidas compañeras: Al comenzar mis trabajos como Inspectora de las escuelas primarias de esta culta provincia, mi primer pensamiento y mi primeras palabras son para ustedes que quieran desde hoy he de colaborar en la obra modesta y fecunda de educar é instruir á las hijas de este noble pueblo. bbox=[30, 2061, 238, 2164]
byline: (Por teléfono) bbox=[771, 1987, 829, 1997]
paragraph: El presidente de la Diputación señor Zavala pronunció un corto discurso en el que hizo votos por que la Normal alcance una vida próspera y pujante; felicitó á las profesoras y alumnas y en nombre del rey declaró abierto el curso de 1915-1916. bbox=[696, 1794, 904, 1885]
paragraph: Ejemplaridad. ¿Es ejemplar que una sociedad culta y moderna, solemnemente y en público, con todo el aparato de la justicia, haga lo mismo que castiga? Ejemplar sería, en verdad, el gesto que diese el Estado al renunciar para siempre á esa práctica que ha sobrevivido á todas las conquistas del progreso. bbox=[917, 1232, 1127, 1348]
paragraph: Cuando las recibió, ordenó al alcalde de San Juan de Aznalfarache que no permitiera la extracción de cantidad alguna de petróleo sin darle el cuenta. bbox=[252, 1683, 458, 1734]
paragraph: Carta del señor Presidente del Consejo de Administración de la Asociación del Colegio Reina Victoria, de Madrid, interesando se conceda algún donativo para dicha institución. bbox=[1140, 1632, 1350, 1696]
paragraph: Nos ratificamos en la opinión que nos mereció esta opereta al ser estrenada tardes pasadas. Ella, con «La bella Risette» han sido las dos operetas más bonitas que nos han dado á conocer y aun ésta supera á aquélla en inspiración, tanto en la fábula como en la música, que es lindísima. bbox=[696, 450, 904, 553]
article-body-viajes bbox=[471, 1402, 683, 2059]
paragraph: Dijo luego que el gobernador civil de Barcelona le participaba que el vapor «Ciudad de Cádiz» había salido para Palma, á bordo del cual, según se aseguraba, habían cometido algunos casos de enfermedad sospechosa, había navegado con rumbo á un país. bbox=[252, 2016, 458, 2106]
paragraph: Se recibió una carta del señor González Besada manifestando que regresará á esta corte del 6 al 8 del mes corriente. bbox=[252, 705, 458, 756]
